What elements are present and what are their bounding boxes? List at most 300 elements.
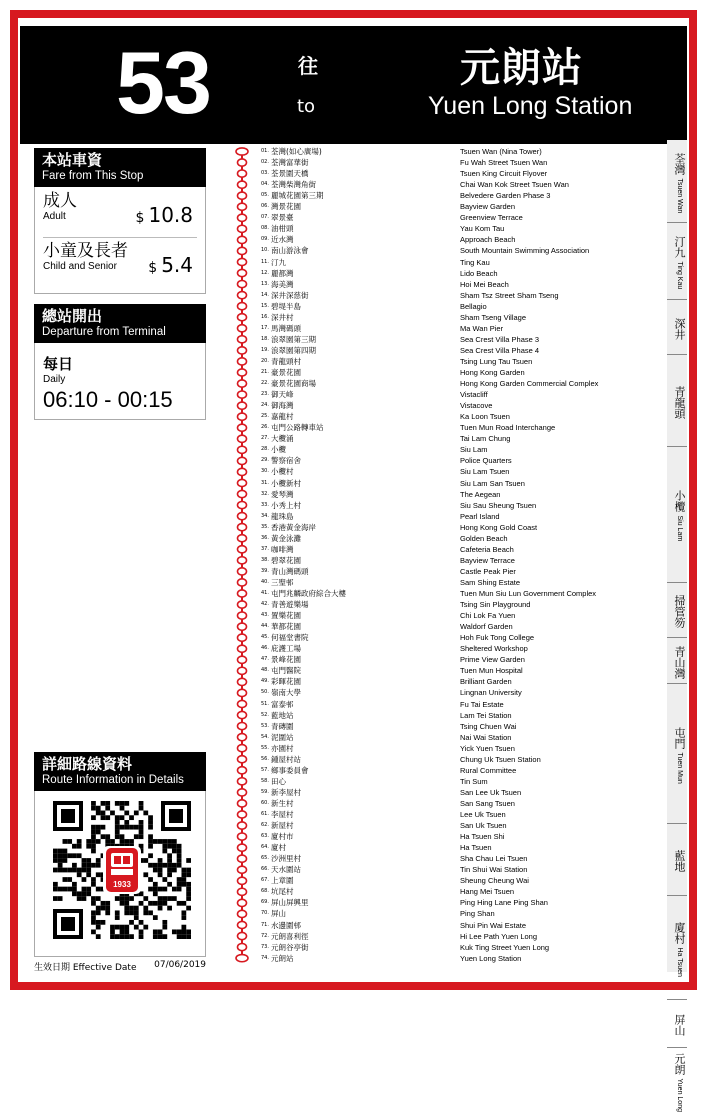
district-zh: 小欖 xyxy=(673,490,686,513)
departure-time: 06:10 - 00:15 xyxy=(43,387,173,412)
fare-child xyxy=(43,241,197,287)
stop-name-zh: 泥圍站 xyxy=(271,732,294,742)
stop-row xyxy=(228,489,660,500)
stop-number: 54. xyxy=(261,733,269,740)
stop-name-en: Ma Wan Pier xyxy=(460,323,504,333)
stop-number: 73. xyxy=(261,943,269,950)
departure-title-en: Departure from Terminal xyxy=(42,326,166,338)
stop-name-en: Tsing Sin Playground xyxy=(460,600,531,610)
stop-name-en: Cafeteria Beach xyxy=(460,544,514,554)
stop-number: 47. xyxy=(261,656,269,663)
stop-name-en: Ka Loon Tsuen xyxy=(460,412,510,422)
stop-row xyxy=(228,732,660,743)
stop-name-en: Hoh Fuk Tong College xyxy=(460,633,535,643)
stop-name-en: Sheltered Workshop xyxy=(460,644,528,654)
stop-row xyxy=(228,422,660,433)
stop-name-zh: 小秀上村 xyxy=(271,500,301,510)
child-label-zh: 小童及長者 xyxy=(43,241,128,261)
stop-name-en: Approach Beach xyxy=(460,235,516,245)
effective-date-value: 07/06/2019 xyxy=(154,960,206,970)
stop-name-en: Sham Tsz Street Sham Tseng xyxy=(460,290,559,300)
adult-fare xyxy=(136,203,193,227)
stop-name-en: Rural Committee xyxy=(460,765,517,775)
stop-number: 02. xyxy=(261,159,269,166)
stop-name-en: Hi Lee Path Yuen Long xyxy=(460,931,538,941)
stop-row xyxy=(228,743,660,754)
district-divider xyxy=(667,999,687,1000)
district-divider xyxy=(667,823,687,824)
stop-row xyxy=(228,776,660,787)
stop-number: 59. xyxy=(261,788,269,795)
stop-name-zh: 元朗谷亭街 xyxy=(271,942,309,952)
stop-name-zh: 荃灣(如心廣場) xyxy=(271,147,322,156)
stop-name-zh: 新李屋村 xyxy=(271,787,301,797)
stop-name-en: Waldorf Garden xyxy=(460,622,513,632)
stop-name-zh: 愛琴灣 xyxy=(271,489,294,499)
stop-row xyxy=(228,455,660,466)
stop-number: 15. xyxy=(261,302,269,309)
district-divider xyxy=(667,683,687,684)
fare-adult xyxy=(43,191,197,237)
stop-name-zh: 麗都灣 xyxy=(271,268,294,278)
stop-row xyxy=(228,875,660,886)
stop-row xyxy=(228,699,660,710)
qr-code[interactable] xyxy=(53,801,191,939)
stop-name-zh: 馬灣碼頭 xyxy=(271,323,301,333)
stop-name-en: Hoi Mei Beach xyxy=(460,279,509,289)
stop-row xyxy=(228,466,660,477)
district-en: Siu Lam xyxy=(676,515,683,542)
stop-name-zh: 浪翠園第四期 xyxy=(271,345,316,355)
stop-name-en: Lido Beach xyxy=(460,268,498,278)
stop-number: 13. xyxy=(261,280,269,287)
stop-row xyxy=(228,931,660,942)
stop-row xyxy=(228,555,660,566)
effective-date-label: 生效日期 Effective Date xyxy=(34,963,137,973)
stop-name-en: Ting Kau xyxy=(460,257,490,267)
stop-name-zh: 御海灣 xyxy=(271,401,294,411)
stop-row xyxy=(228,798,660,809)
stop-number: 41. xyxy=(261,590,269,596)
stop-number: 18. xyxy=(261,335,269,342)
stop-name-en: Shui Pin Wai Estate xyxy=(460,920,527,930)
district-label xyxy=(667,228,687,297)
stop-number: 10. xyxy=(261,247,269,254)
stop-row xyxy=(228,301,660,312)
district-zh: 元朗 xyxy=(673,1053,686,1075)
stop-number: 31. xyxy=(261,479,269,486)
stop-row xyxy=(228,433,660,444)
stop-name-zh: 荃景圍天橋 xyxy=(271,169,309,179)
stop-row xyxy=(228,500,660,511)
stop-name-en: Siu Sau Sheung Tsuen xyxy=(460,500,537,510)
adult-label-en: Adult xyxy=(43,211,66,222)
stop-number: 11. xyxy=(261,258,269,265)
stop-row xyxy=(228,842,660,853)
stop-number: 60. xyxy=(261,799,269,806)
stop-name-en: Sam Shing Estate xyxy=(460,577,521,587)
stop-number: 22. xyxy=(261,380,269,387)
stop-number: 14. xyxy=(261,291,269,298)
stop-row xyxy=(228,411,660,422)
stop-row xyxy=(228,676,660,687)
stop-number: 64. xyxy=(261,844,269,851)
stop-number: 19. xyxy=(261,346,269,353)
stop-row xyxy=(228,478,660,489)
stop-name-en: Vistacliff xyxy=(460,390,488,400)
child-fare xyxy=(148,253,193,277)
stop-name-zh: 汀九 xyxy=(271,257,286,267)
stop-number: 04. xyxy=(261,181,269,188)
stop-row xyxy=(228,665,660,676)
stop-name-zh: 灣景花園 xyxy=(271,202,301,212)
stop-number: 05. xyxy=(261,192,269,199)
stop-number: 66. xyxy=(261,866,269,873)
stop-row xyxy=(228,234,660,245)
stop-name-zh: 新生村 xyxy=(271,798,294,808)
stop-name-zh: 龍珠島 xyxy=(271,511,294,521)
stop-row xyxy=(228,544,660,555)
stop-number: 16. xyxy=(261,313,269,320)
stop-name-en: Siu Lam xyxy=(460,445,488,455)
stop-row xyxy=(228,533,660,544)
stop-name-en: South Mountain Swimming Association xyxy=(460,246,590,256)
stop-name-en: Bayview Garden xyxy=(460,202,516,212)
stop-name-en: Siu Lam Tsuen xyxy=(460,467,510,477)
stop-name-zh: 荃灣柴灣角街 xyxy=(271,180,316,190)
stop-name-en: Tuen Mun Road Interchange xyxy=(460,423,556,433)
stop-number: 17. xyxy=(261,324,269,331)
stop-number: 56. xyxy=(261,755,269,762)
stop-name-zh: 深井村 xyxy=(271,312,294,322)
stop-number: 46. xyxy=(261,645,269,652)
route-info-panel xyxy=(34,752,206,957)
stop-name-en: Sha Chau Lei Tsuen xyxy=(460,854,528,864)
left-panel xyxy=(34,148,206,420)
stop-number: 43. xyxy=(261,612,269,619)
stop-row xyxy=(228,787,660,798)
stop-list xyxy=(228,145,660,961)
stop-row xyxy=(228,588,660,599)
stop-row xyxy=(228,356,660,367)
stop-row xyxy=(228,400,660,411)
stop-name-zh: 新屋村 xyxy=(271,821,294,831)
stop-number: 57. xyxy=(261,766,269,773)
stop-name-en: Ha Tsuen xyxy=(460,843,492,853)
stop-row xyxy=(228,334,660,345)
district-zh: 掃管笏 xyxy=(673,595,686,628)
adult-currency: $ xyxy=(135,210,145,226)
stop-row xyxy=(228,389,660,400)
stop-name-en: Lam Tei Station xyxy=(460,710,512,720)
stop-name-zh: 屯門醫院 xyxy=(271,666,301,676)
effective-date xyxy=(34,960,206,973)
stop-name-zh: 豪景花園商場 xyxy=(271,379,316,389)
stop-name-en: Nai Wai Station xyxy=(460,732,512,742)
stop-row xyxy=(228,953,660,964)
stop-number: 63. xyxy=(261,833,269,840)
stop-name-zh: 小欖新村 xyxy=(271,478,301,488)
stop-number: 51. xyxy=(261,700,269,707)
stop-number: 32. xyxy=(261,490,269,497)
stop-number: 12. xyxy=(261,269,269,276)
stop-row xyxy=(228,522,660,533)
stop-name-zh: 屯門兆麟政府綜合大樓 xyxy=(271,589,346,598)
stop-name-zh: 富泰邨 xyxy=(271,699,294,709)
stop-name-zh: 小欖 xyxy=(271,445,286,455)
stop-row xyxy=(228,345,660,356)
stop-name-zh: 廈村市 xyxy=(271,832,294,842)
stop-name-zh: 鍾屋村站 xyxy=(271,754,301,764)
stop-name-zh: 青磚圍 xyxy=(271,721,294,731)
stop-name-en: Tin Shui Wai Station xyxy=(460,865,528,875)
stop-name-en: Brilliant Garden xyxy=(460,677,512,687)
stop-name-zh: 田心 xyxy=(271,776,286,786)
stop-number: 07. xyxy=(261,214,269,221)
stop-name-zh: 置樂花園 xyxy=(271,611,301,621)
district-label xyxy=(667,305,687,352)
stop-name-en: Tuen Mun Siu Lun Government Complex xyxy=(460,589,597,598)
stop-row xyxy=(228,201,660,212)
stop-name-en: Ha Tsuen Shi xyxy=(460,832,505,842)
stop-number: 21. xyxy=(261,369,269,375)
stop-row xyxy=(228,599,660,610)
stop-number: 03. xyxy=(261,170,269,177)
stop-row xyxy=(228,864,660,875)
stop-number: 58. xyxy=(261,777,269,784)
stop-number: 29. xyxy=(261,457,269,464)
stop-name-en: Bayview Terrace xyxy=(460,555,515,565)
stop-name-zh: 碧翠花園 xyxy=(271,555,301,565)
stop-name-zh: 御天峰 xyxy=(271,390,294,400)
stop-number: 67. xyxy=(261,877,269,884)
district-label xyxy=(667,901,687,997)
stop-name-en: Tuen Mun Hospital xyxy=(460,666,523,676)
departure-title-zh: 總站開出 xyxy=(42,307,103,325)
district-zh: 屏山 xyxy=(673,1014,686,1036)
stop-row xyxy=(228,853,660,864)
to-label-en: to xyxy=(297,96,316,117)
district-zh: 屯門 xyxy=(673,726,686,749)
stop-number: 30. xyxy=(261,468,269,475)
stop-name-zh: 三聖邨 xyxy=(271,577,294,587)
district-label xyxy=(667,1053,687,1112)
stop-name-zh: 藍地站 xyxy=(271,710,294,720)
stop-name-zh: 海美灣 xyxy=(271,279,294,289)
stop-name-en: Lee Uk Tsuen xyxy=(460,810,506,819)
district-en: Yuen Long xyxy=(676,1078,683,1112)
stop-name-en: Pearl Island xyxy=(460,511,500,521)
stop-name-zh: 庇護工場 xyxy=(271,644,301,654)
district-en: Ha Tsuen xyxy=(676,947,683,977)
stop-row xyxy=(228,223,660,234)
stop-name-zh: 豪景花園 xyxy=(271,368,301,377)
stop-name-en: San Uk Tsuen xyxy=(460,821,507,831)
departure-heading xyxy=(34,304,206,343)
destination-zh: 元朗站 xyxy=(460,45,583,91)
stop-name-en: Belvedere Garden Phase 3 xyxy=(460,191,551,201)
stop-row xyxy=(228,654,660,665)
stop-row xyxy=(228,765,660,776)
adult-fare-value: 10.8 xyxy=(148,203,193,227)
district-zh: 深井 xyxy=(673,317,686,340)
stop-row xyxy=(228,886,660,897)
stop-row xyxy=(228,643,660,654)
stop-name-en: Castle Peak Pier xyxy=(460,566,516,576)
adult-label-zh: 成人 xyxy=(43,191,77,211)
stop-row xyxy=(228,212,660,223)
stop-name-en: Tsing Lung Tau Tsuen xyxy=(460,356,533,366)
stop-name-zh: 南山游泳會 xyxy=(271,246,309,256)
stop-name-en: Yuen Long Station xyxy=(460,953,522,963)
stop-row xyxy=(228,820,660,831)
district-label xyxy=(667,829,687,893)
stop-number: 61. xyxy=(261,811,269,817)
stop-number: 52. xyxy=(261,711,269,718)
stop-name-en: Tsuen Wan (Nina Tower) xyxy=(460,147,542,156)
stop-name-zh: 碧堤半島 xyxy=(271,301,301,311)
district-divider xyxy=(667,222,687,223)
district-en: Tuen Mun xyxy=(676,752,683,784)
stop-name-zh: 屯門公路轉車站 xyxy=(271,423,324,433)
stop-row xyxy=(228,710,660,721)
district-zh: 廈村 xyxy=(673,921,686,944)
stop-name-zh: 警察宿舍 xyxy=(271,456,301,466)
stop-name-zh: 大欖涌 xyxy=(271,434,294,444)
district-divider xyxy=(667,446,687,447)
stop-name-en: Sheung Cheung Wai xyxy=(460,876,529,886)
stop-row xyxy=(228,268,660,279)
stop-number: 28. xyxy=(261,446,269,453)
stop-row xyxy=(228,378,660,389)
daily-label-zh: 每日 xyxy=(43,355,74,373)
stop-number: 71. xyxy=(261,921,269,928)
stop-row xyxy=(228,257,660,268)
stop-name-en: Yick Yuen Tsuen xyxy=(460,743,515,753)
stop-name-zh: 咖啡灣 xyxy=(271,544,294,554)
stop-name-en: San Sang Tsuen xyxy=(460,798,515,808)
district-label xyxy=(667,452,687,580)
stop-name-zh: 上章圍 xyxy=(271,876,294,886)
stop-number: 55. xyxy=(261,744,269,751)
stop-name-zh: 屏山屏興里 xyxy=(271,898,309,908)
stop-name-zh: 景峰花園 xyxy=(271,655,301,665)
stop-name-en: Tsing Chuen Wai xyxy=(460,721,517,731)
stop-number: 08. xyxy=(261,225,269,232)
district-label xyxy=(667,588,687,635)
stop-name-en: Tai Lam Chung xyxy=(460,434,511,444)
stop-name-en: Golden Beach xyxy=(460,533,508,543)
stop-name-en: Greenview Terrace xyxy=(460,213,523,223)
district-divider xyxy=(667,895,687,896)
stop-name-en: Ping Hing Lane Ping Shan xyxy=(460,898,548,908)
stop-row xyxy=(228,146,660,157)
stop-row xyxy=(228,809,660,820)
stop-row xyxy=(228,157,660,168)
district-zh: 汀九 xyxy=(673,235,686,258)
stop-number: 48. xyxy=(261,667,269,674)
route-number: 53 xyxy=(116,33,210,132)
stop-name-en: Vistacove xyxy=(460,401,493,411)
stop-name-zh: 華都花園 xyxy=(271,622,301,632)
stop-number: 33. xyxy=(261,501,269,508)
stop-name-en: Sham Tseng Village xyxy=(460,312,527,322)
stop-row xyxy=(228,367,660,378)
stop-name-zh: 油柑頭 xyxy=(271,224,294,234)
stop-name-zh: 荃灣富華街 xyxy=(271,158,309,168)
stop-row xyxy=(228,908,660,919)
stop-name-zh: 水邊圍邨 xyxy=(271,920,301,930)
stop-number: 45. xyxy=(261,634,269,641)
district-divider xyxy=(667,637,687,638)
stop-number: 72. xyxy=(261,932,269,939)
stop-row xyxy=(228,279,660,290)
stop-name-zh: 嶺南大學 xyxy=(271,688,301,698)
stop-name-en: San Lee Uk Tsuen xyxy=(460,787,522,797)
stop-row xyxy=(228,245,660,256)
child-label-en: Child and Senior xyxy=(43,261,117,272)
district-divider xyxy=(667,1047,687,1048)
district-sidebar xyxy=(667,140,687,1112)
stop-row xyxy=(228,831,660,842)
stop-number: 34. xyxy=(261,512,269,519)
stop-row xyxy=(228,632,660,643)
stop-name-en: Ping Shan xyxy=(460,909,495,919)
fare-title-en: Fare from This Stop xyxy=(42,170,144,182)
stop-row xyxy=(228,754,660,765)
stop-number: 49. xyxy=(261,678,269,685)
stop-row xyxy=(228,444,660,455)
stop-number: 44. xyxy=(261,623,269,630)
district-label xyxy=(667,643,687,681)
stop-name-zh: 天水圍站 xyxy=(271,865,301,875)
stop-name-en: Tsuen King Circuit Flyover xyxy=(460,169,548,179)
child-currency: $ xyxy=(148,260,158,276)
stop-row xyxy=(228,312,660,323)
stop-row xyxy=(228,566,660,577)
stop-row xyxy=(228,168,660,179)
fare-divider xyxy=(43,237,197,238)
stop-name-en: Siu Lam San Tsuen xyxy=(460,478,525,488)
stop-name-zh: 元朗站 xyxy=(271,953,294,963)
fare-heading xyxy=(34,148,206,187)
stop-name-zh: 青山灣碼頭 xyxy=(271,566,309,576)
stop-name-zh: 廈村 xyxy=(271,843,286,853)
stop-row xyxy=(228,687,660,698)
stop-name-en: Chi Lok Fa Yuen xyxy=(460,611,516,621)
stop-name-en: Hong Kong Garden xyxy=(460,368,525,377)
stop-name-zh: 元朗喜利徑 xyxy=(271,931,309,941)
route-info-heading xyxy=(34,752,206,791)
stop-name-zh: 坑尾村 xyxy=(271,887,294,897)
stop-number: 53. xyxy=(261,722,269,729)
stop-name-zh: 麗城花園第三期 xyxy=(271,191,324,201)
stop-number: 35. xyxy=(261,523,269,530)
stop-number: 09. xyxy=(261,236,269,243)
stop-name-zh: 沙洲里村 xyxy=(271,854,301,864)
stop-name-en: Hong Kong Garden Commercial Complex xyxy=(460,379,599,389)
stop-row xyxy=(228,323,660,334)
stop-number: 25. xyxy=(261,413,269,420)
stop-name-zh: 何福堂書院 xyxy=(271,633,309,643)
stop-number: 62. xyxy=(261,822,269,829)
stop-number: 27. xyxy=(261,435,269,442)
district-zh: 荃灣 xyxy=(673,152,686,175)
stop-number: 38. xyxy=(261,556,269,563)
stop-name-zh: 亦園村 xyxy=(271,743,294,753)
stop-name-en: The Aegean xyxy=(460,489,501,499)
destination-en: Yuen Long Station xyxy=(428,92,633,120)
